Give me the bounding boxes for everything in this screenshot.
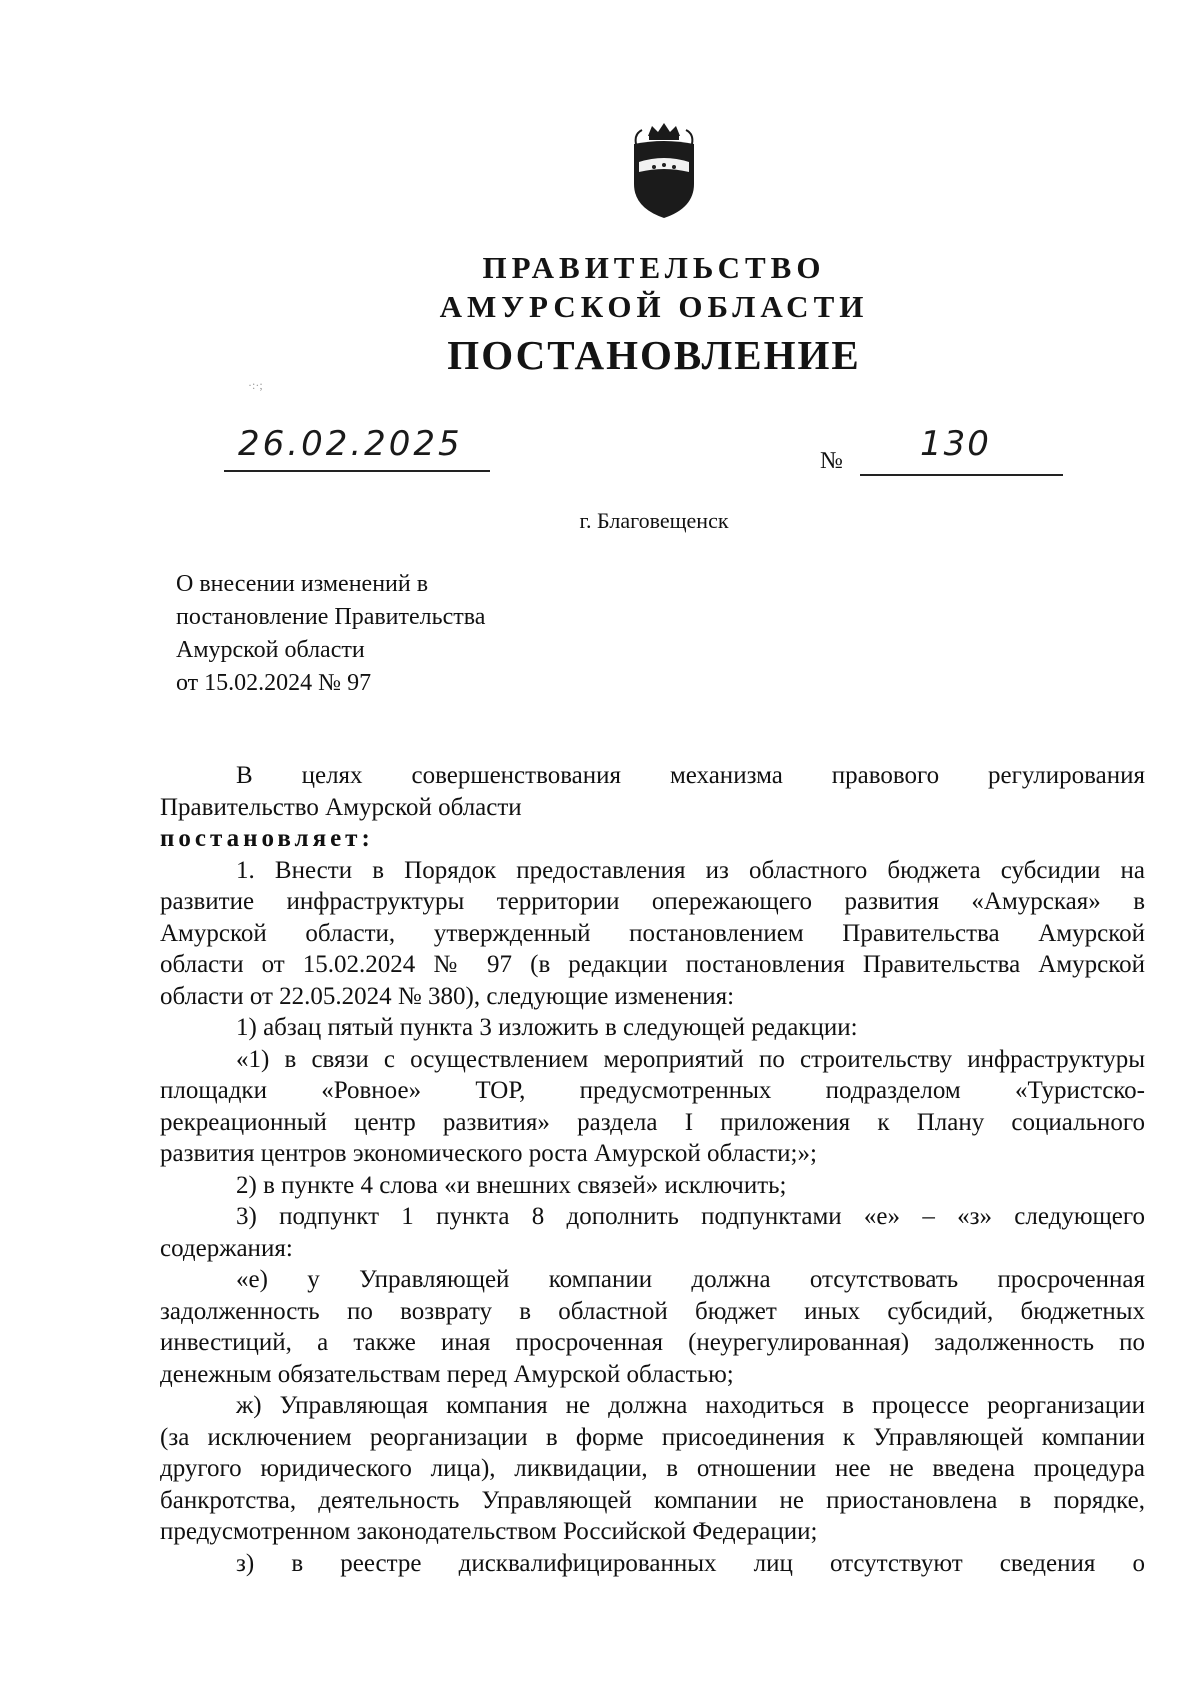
- number-label: №: [820, 448, 843, 474]
- document-type-title: ПОСТАНОВЛЕНИЕ: [447, 332, 861, 378]
- body-line: площадки «Ровное» ТОР, предусмотренных подразделом «Туристско-: [160, 1077, 1145, 1104]
- body-line: денежным обязательствам перед Амурской областью;: [160, 1360, 734, 1388]
- body-line: банкротства, деятельность Управляющей компании не приостановлена в порядке,: [160, 1486, 1145, 1514]
- subject-line: от 15.02.2024 № 97: [176, 670, 372, 696]
- body-line: предусмотренном законодательством Российской Федерации;: [160, 1518, 818, 1545]
- body-line: 2) в пункте 4 слова «и внешних связей» исключить;: [236, 1171, 787, 1199]
- scan-speck: ·:·;: [248, 378, 263, 392]
- body-line: содержания:: [160, 1234, 293, 1262]
- document-date: 26.02.2025: [238, 424, 463, 464]
- document-number: 130: [920, 424, 991, 464]
- body-line: инвестиций, а также иная просроченная (неурегулированная) задолженность по: [160, 1329, 1145, 1356]
- body-line: «е) у Управляющей компании должна отсутствовать просроченная: [236, 1266, 1145, 1293]
- body-line: Правительство Амурской области: [160, 793, 522, 821]
- coat-of-arms-emblem: [624, 120, 704, 220]
- body-text: [160, 760, 1145, 1579]
- body-line: другого юридического лица), ликвидации, в отношении нее не введена процедура: [160, 1455, 1145, 1482]
- body-line: области от 15.02.2024 № 97 (в редакции постановления Правительства Амурской: [160, 951, 1145, 978]
- subject-block: [176, 568, 485, 700]
- number-underline: [860, 474, 1063, 476]
- header-government: ПРАВИТЕЛЬСТВО: [482, 250, 826, 285]
- body-line: рекреационный центр развития» раздела I приложения к Плану социального: [160, 1108, 1145, 1136]
- body-line: развитие инфраструктуры территории опережающего развития «Амурская» в: [160, 888, 1145, 915]
- body-line: В целях совершенствования механизма правового регулирования: [236, 762, 1145, 789]
- body-line: области от 22.05.2024 № 380), следующие изменения:: [160, 982, 735, 1010]
- header-region: АМУРСКОЙ ОБЛАСТИ: [439, 289, 869, 324]
- resolution-word: постановляет:: [160, 825, 374, 852]
- body-line: ж) Управляющая компания не должна находиться в процессе реорганизации: [236, 1392, 1145, 1419]
- subject-line: Амурской области: [176, 637, 365, 663]
- body-line: 3) подпункт 1 пункта 8 дополнить подпунктами «е» – «з» следующего: [236, 1203, 1145, 1230]
- subject-line: О внесении изменений в: [176, 571, 429, 597]
- body-line: 1) абзац пятый пункта 3 изложить в следующей редакции:: [236, 1014, 858, 1041]
- body-line: Амурской области, утвержденный постановлением Правительства Амурской: [160, 919, 1145, 947]
- date-underline: [224, 470, 490, 472]
- subject-line: постановление Правительства: [176, 604, 486, 630]
- body-line: з) в реестре дисквалифицированных лиц отсутствуют сведения о: [236, 1549, 1145, 1577]
- body-line: «1) в связи с осуществлением мероприятий по строительству инфраструктуры: [236, 1045, 1145, 1073]
- body-line: развития центров экономического роста Амурской области;»;: [160, 1140, 817, 1167]
- body-line: задолженность по возврату в областной бюджет иных субсидий, бюджетных: [160, 1297, 1145, 1325]
- body-line: 1. Внести в Порядок предоставления из областного бюджета субсидии на: [236, 856, 1145, 884]
- city: г. Благовещенск: [579, 508, 729, 533]
- body-line: (за исключением реорганизации в форме присоединения к Управляющей компании: [160, 1423, 1145, 1451]
